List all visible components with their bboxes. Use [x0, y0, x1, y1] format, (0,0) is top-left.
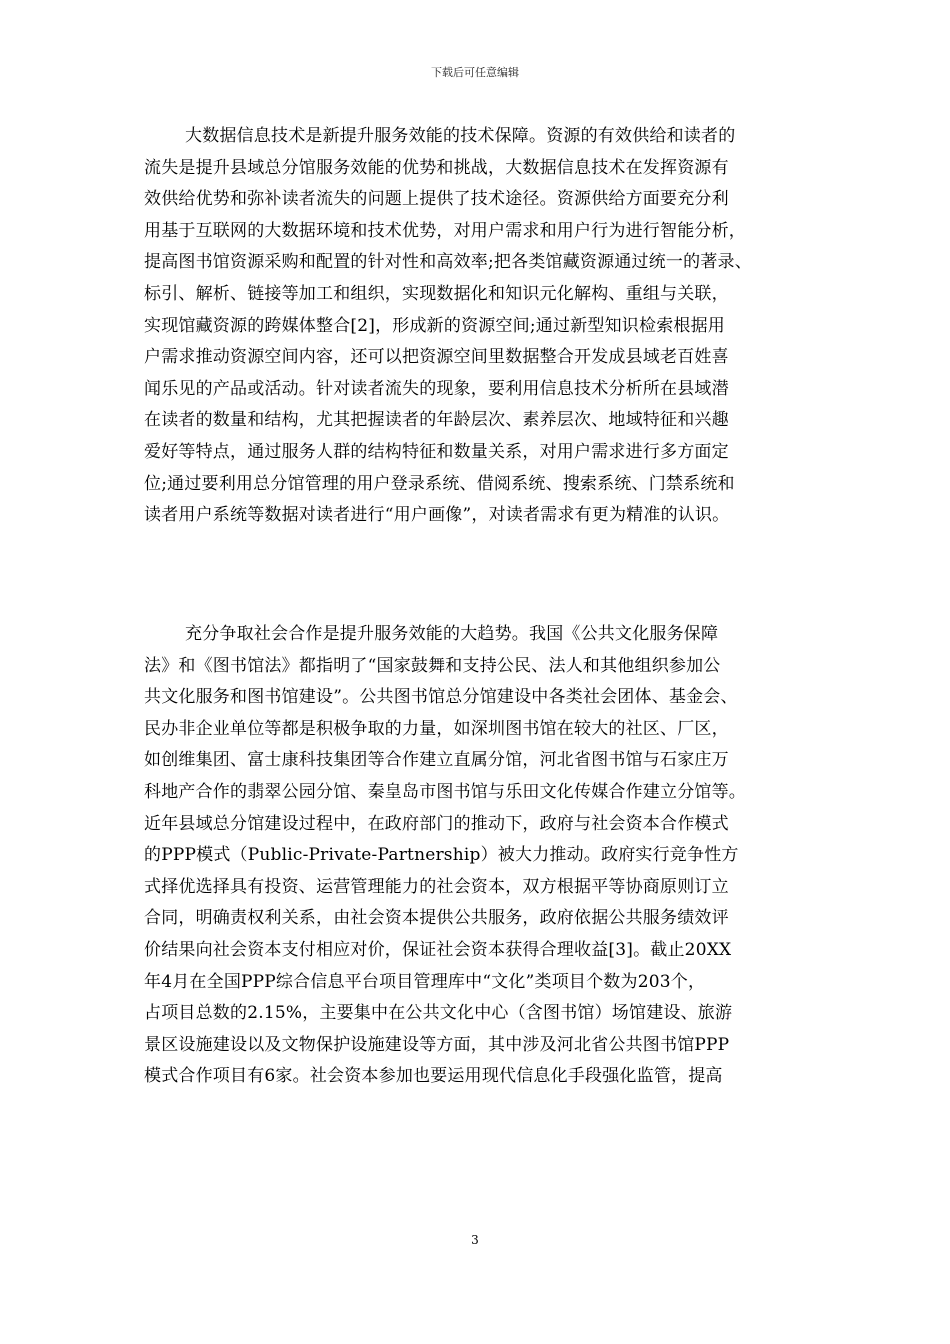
text-line: 读者用户系统等数据对读者进行“用户画像”，对读者需求有更为精准的认识。: [144, 505, 730, 526]
paragraph-social-cooperation: [144, 619, 804, 1093]
page-number: 3: [471, 1233, 479, 1247]
text-line: 民办非企业单位等都是积极争取的力量，如深圳图书馆在较大的社区、厂区，: [144, 718, 729, 739]
text-line: 效供给优势和弥补读者流失的问题上提供了技术途径。资源供给方面要充分利: [144, 189, 729, 210]
text-line: 闻乐见的产品或活动。针对读者流失的现象，要利用信息技术分析所在县域潜: [144, 378, 729, 399]
text-line: 流失是提升县域总分馆服务效能的优势和挑战，大数据信息技术在发挥资源有: [144, 157, 729, 178]
text-line: 近年县域总分馆建设过程中，在政府部门的推动下，政府与社会资本合作模式: [144, 813, 729, 834]
text-line: 充分争取社会合作是提升服务效能的大趋势。我国《公共文化服务保障: [185, 624, 719, 644]
text-line: 户需求推动资源空间内容，还可以把资源空间里数据整合开发成县域老百姓喜: [144, 347, 729, 368]
text-line: 景区设施建设以及文物保护设施建设等方面，其中涉及河北省公共图书馆PPP: [144, 1034, 730, 1055]
text-line: 如创维集团、富士康科技集团等合作建立直属分馆，河北省图书馆与石家庄万: [144, 750, 729, 771]
text-line: 爱好等特点，通过服务人群的结构特征和数量关系，对用户需求进行多方面定: [144, 441, 729, 462]
text-line: 提高图书馆资源采购和配置的针对性和高效率;把各类馆藏资源通过统一的著录、: [144, 252, 752, 273]
text-line: 在读者的数量和结构，尤其把握读者的年龄层次、素养层次、地域特征和兴趣: [144, 410, 729, 431]
paragraph-big-data: [144, 121, 804, 532]
text-line: 位;通过要利用总分馆管理的用户登录系统、借阅系统、搜索系统、门禁系统和: [144, 473, 735, 494]
text-line: 模式合作项目有6家。社会资本参加也要运用现代信息化手段强化监管，提高: [144, 1066, 723, 1087]
text-line: 标引、解析、链接等加工和组织，实现数据化和知识元化解构、重组与关联，: [144, 283, 729, 304]
text-line: 的PPP模式（Public-Private-Partnership）被大力推动。政府实行竞争性方: [144, 845, 739, 866]
text-line: 年4月在全国PPP综合信息平台项目管理库中“文化”类项目个数为203个，: [144, 971, 706, 992]
text-line: 用基于互联网的大数据环境和技术优势，对用户需求和用户行为进行智能分析，: [144, 220, 746, 241]
text-line: 实现馆藏资源的跨媒体整合[2]，形成新的资源空间;通过新型知识检索根据用: [144, 315, 726, 336]
text-line: 法》和《图书馆法》都指明了“国家鼓舞和支持公民、法人和其他组织参加公: [144, 655, 721, 676]
text-line: 合同，明确责权利关系，由社会资本提供公共服务，政府依据公共服务绩效评: [144, 908, 729, 929]
text-line: 大数据信息技术是新提升服务效能的技术保障。资源的有效供给和读者的: [185, 126, 736, 146]
text-line: 价结果向社会资本支付相应对价，保证社会资本获得合理收益[3]。截止20XX: [144, 939, 732, 960]
text-line: 科地产合作的翡翠公园分馆、秦皇岛市图书馆与乐田文化传媒合作建立分馆等。: [144, 781, 746, 802]
text-line: 共文化服务和图书馆建设”。公共图书馆总分馆建设中各类社会团体、基金会、: [144, 687, 738, 708]
text-line: 式择优选择具有投资、运营管理能力的社会资本，双方根据平等协商原则订立: [144, 876, 729, 897]
page-header: 下载后可任意编辑: [431, 66, 519, 79]
text-line: 占项目总数的2.15%，主要集中在公共文化中心（含图书馆）场馆建设、旅游: [144, 1003, 733, 1024]
